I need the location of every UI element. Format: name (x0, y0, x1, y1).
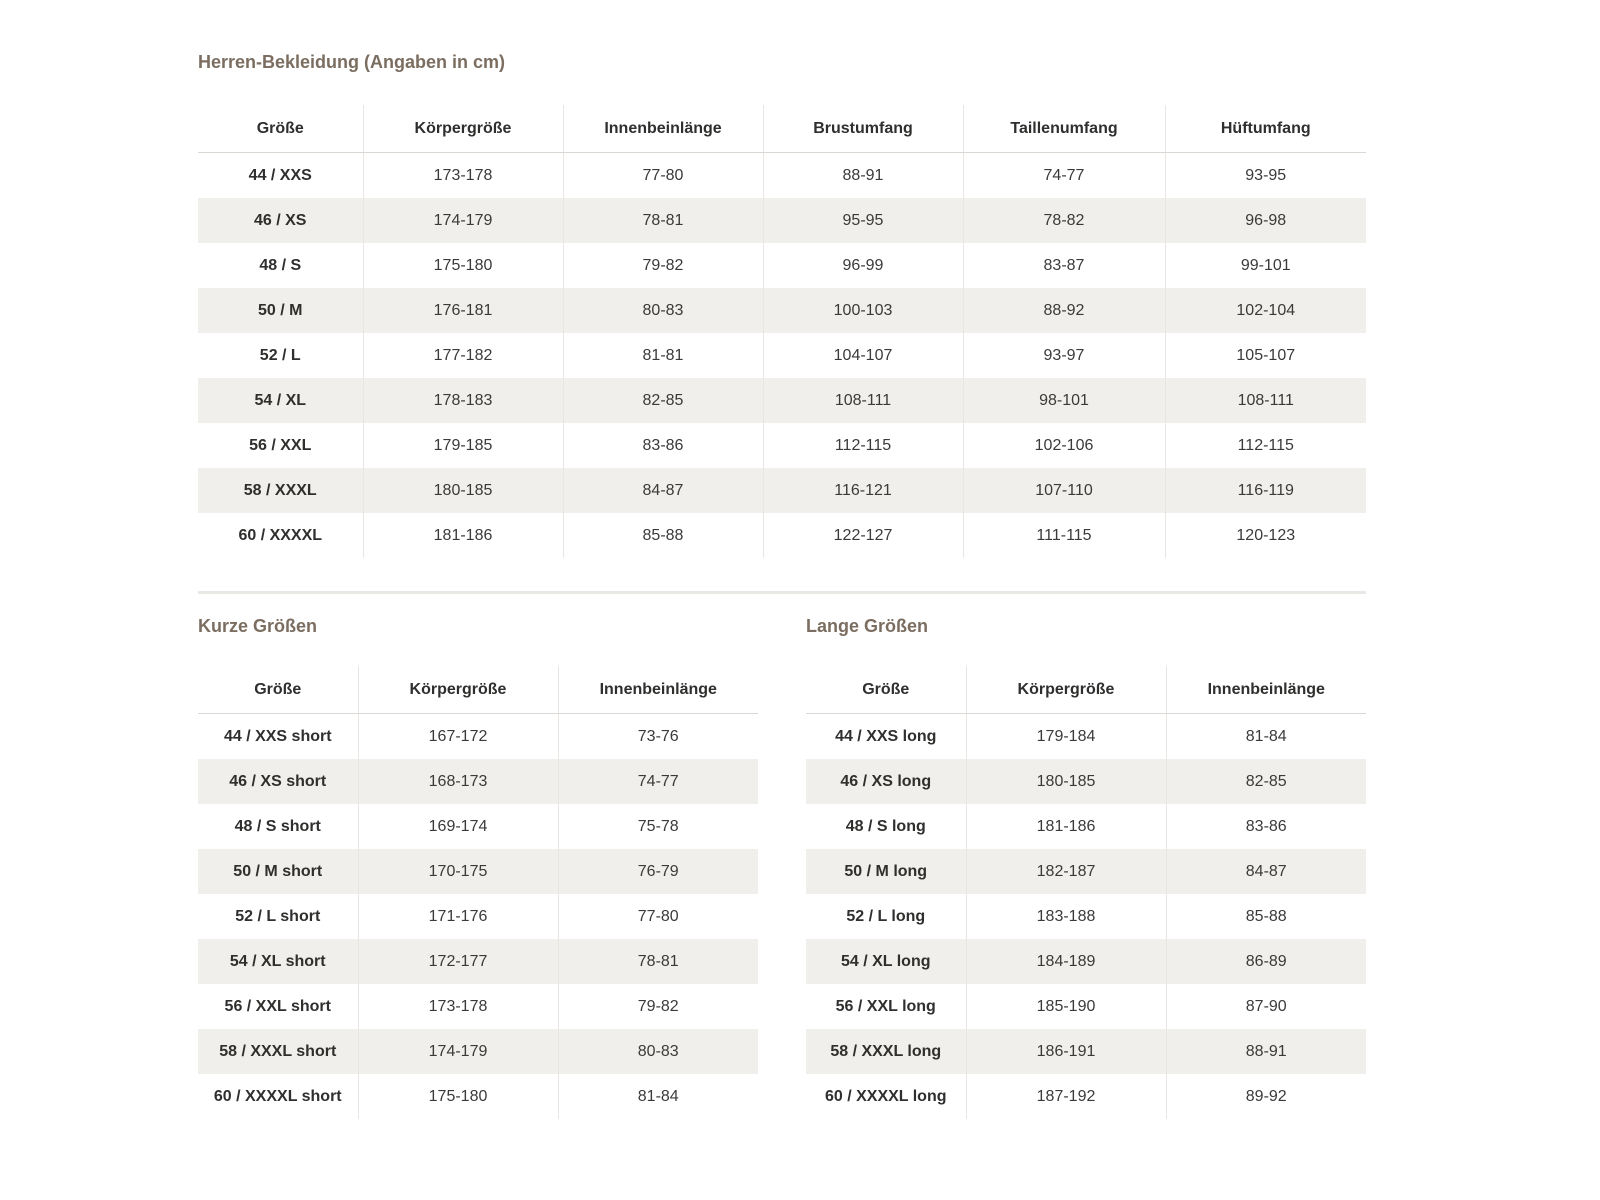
header-row (198, 105, 1366, 153)
size-cell: 60 / XXXXL short (198, 1074, 358, 1119)
size-cell: 48 / S long (806, 804, 966, 849)
value-cell: 171-176 (358, 894, 558, 939)
value-cell: 185-190 (966, 984, 1166, 1029)
size-cell: 46 / XS short (198, 759, 358, 804)
value-cell: 96-98 (1245, 211, 1287, 229)
size-cell: 60 / XXXXL long (806, 1074, 966, 1119)
value-cell: 88-91 (763, 153, 963, 199)
size-cell: 48 / S (198, 243, 363, 288)
table-row (198, 804, 758, 849)
value-cell: 104-107 (763, 333, 963, 378)
table-row (198, 894, 758, 939)
mens-clothing-size-table (198, 105, 1366, 558)
value-cell: 99-101 (1240, 256, 1291, 274)
size-cell: 54 / XL short (198, 939, 358, 984)
value-cell: 172-177 (358, 939, 558, 984)
column-header: Hüftumfang (1165, 105, 1366, 153)
long-sizes-title: Lange Größen (806, 616, 929, 636)
value-cell: 174-179 (358, 1029, 558, 1074)
value-cell: 182-187 (966, 849, 1166, 894)
bottom-sections (198, 616, 1368, 1119)
value-cell: 170-175 (358, 849, 558, 894)
value-cell: 80-83 (563, 288, 763, 333)
table-row (198, 333, 1366, 378)
column-header: Körpergröße (363, 105, 563, 153)
size-cell: 50 / M long (806, 849, 966, 894)
value-cell: 177-182 (363, 333, 563, 378)
value-cell: 82-85 (563, 378, 763, 423)
value-cell: 93-97 (963, 333, 1165, 378)
value-cell: 102-106 (963, 423, 1165, 468)
long-sizes-section (806, 616, 1366, 1119)
value-cell: 77-80 (563, 153, 763, 199)
value-cell: 85-88 (563, 513, 763, 558)
long-sizes-table (806, 666, 1366, 1119)
value-cell: 168-173 (358, 759, 558, 804)
value-cell: 86-89 (1245, 952, 1287, 970)
table-row (198, 423, 1366, 468)
table-row (806, 894, 1366, 939)
size-cell: 50 / M (198, 288, 363, 333)
table-row (198, 759, 758, 804)
value-cell: 78-82 (963, 198, 1165, 243)
column-header: Innenbeinlänge (563, 105, 763, 153)
size-cell: 52 / L short (198, 894, 358, 939)
column-header: Größe (806, 666, 966, 714)
size-cell: 46 / XS long (806, 759, 966, 804)
value-cell: 100-103 (763, 288, 963, 333)
size-cell: 56 / XXL long (806, 984, 966, 1029)
column-header: Größe (198, 666, 358, 714)
value-cell: 173-178 (363, 153, 563, 199)
table-row (806, 849, 1366, 894)
section-divider (198, 591, 1366, 594)
table-row (806, 939, 1366, 984)
value-cell: 102-104 (1236, 301, 1296, 319)
value-cell: 88-92 (963, 288, 1165, 333)
value-cell: 95-95 (763, 198, 963, 243)
value-cell: 81-84 (1245, 727, 1287, 745)
column-header: Größe (198, 105, 363, 153)
value-cell: 79-82 (563, 243, 763, 288)
column-header: Körpergröße (358, 666, 558, 714)
short-sizes-table (198, 666, 758, 1119)
value-cell: 167-172 (358, 714, 558, 760)
table-row (806, 759, 1366, 804)
table-row (198, 849, 758, 894)
table-row (806, 984, 1366, 1029)
table-row (806, 1074, 1366, 1119)
size-cell: 52 / L (198, 333, 363, 378)
value-cell: 88-91 (1245, 1042, 1287, 1060)
size-cell: 44 / XXS (198, 153, 363, 199)
size-cell: 58 / XXXL (198, 468, 363, 513)
value-cell: 108-111 (763, 378, 963, 423)
value-cell: 120-123 (1236, 526, 1296, 544)
value-cell: 180-185 (363, 468, 563, 513)
size-cell: 54 / XL long (806, 939, 966, 984)
value-cell: 84-87 (563, 468, 763, 513)
column-header: Körpergröße (966, 666, 1166, 714)
value-cell: 183-188 (966, 894, 1166, 939)
table-row (806, 804, 1366, 849)
size-cell: 58 / XXXL short (198, 1029, 358, 1074)
table-row (198, 984, 758, 1029)
size-cell: 56 / XXL (198, 423, 363, 468)
page-title: Herren-Bekleidung (Angaben in cm) (198, 52, 506, 72)
column-header: Taillenumfang (963, 105, 1165, 153)
value-cell: 116-121 (763, 468, 963, 513)
value-cell: 112-115 (1237, 436, 1294, 454)
table-row (198, 378, 1366, 423)
value-cell: 175-180 (363, 243, 563, 288)
table-row (198, 1074, 758, 1119)
column-header: Innenbeinlänge (1166, 666, 1366, 714)
table-row (198, 468, 1366, 513)
header-row (198, 666, 758, 714)
size-cell: 54 / XL (198, 378, 363, 423)
value-cell: 96-99 (763, 243, 963, 288)
size-cell: 44 / XXS short (198, 714, 358, 760)
value-cell: 74-77 (963, 153, 1165, 199)
table-row (198, 1029, 758, 1074)
value-cell: 180-185 (966, 759, 1166, 804)
value-cell: 73-76 (637, 727, 679, 745)
size-cell: 52 / L long (806, 894, 966, 939)
value-cell: 83-86 (1245, 817, 1287, 835)
value-cell: 107-110 (963, 468, 1165, 513)
table-row (198, 513, 1366, 558)
value-cell: 87-90 (1245, 997, 1287, 1015)
value-cell: 178-183 (363, 378, 563, 423)
value-cell: 93-95 (1245, 166, 1287, 184)
table-row (198, 714, 758, 760)
value-cell: 76-79 (637, 862, 679, 880)
value-cell: 122-127 (763, 513, 963, 558)
size-cell: 44 / XXS long (806, 714, 966, 760)
value-cell: 83-86 (563, 423, 763, 468)
value-cell: 181-186 (363, 513, 563, 558)
value-cell: 116-119 (1237, 481, 1294, 499)
value-cell: 98-101 (963, 378, 1165, 423)
value-cell: 105-107 (1236, 346, 1296, 364)
value-cell: 81-81 (563, 333, 763, 378)
table-row (198, 243, 1366, 288)
size-cell: 46 / XS (198, 198, 363, 243)
value-cell: 81-84 (637, 1087, 679, 1105)
short-sizes-title: Kurze Größen (198, 616, 318, 636)
value-cell: 82-85 (1245, 772, 1287, 790)
short-sizes-section (198, 616, 758, 1119)
table-row (806, 1029, 1366, 1074)
value-cell: 169-174 (358, 804, 558, 849)
value-cell: 184-189 (966, 939, 1166, 984)
value-cell: 179-185 (363, 423, 563, 468)
table-row (198, 288, 1366, 333)
value-cell: 75-78 (637, 817, 679, 835)
value-cell: 89-92 (1245, 1087, 1287, 1105)
value-cell: 83-87 (963, 243, 1165, 288)
value-cell: 174-179 (363, 198, 563, 243)
value-cell: 108-111 (1237, 391, 1294, 409)
value-cell: 187-192 (966, 1074, 1166, 1119)
table-row (198, 198, 1366, 243)
value-cell: 78-81 (563, 198, 763, 243)
value-cell: 77-80 (637, 907, 679, 925)
header-row (806, 666, 1366, 714)
size-cell: 50 / M short (198, 849, 358, 894)
size-cell: 48 / S short (198, 804, 358, 849)
value-cell: 176-181 (363, 288, 563, 333)
value-cell: 181-186 (966, 804, 1166, 849)
table-row (198, 153, 1366, 199)
value-cell: 175-180 (358, 1074, 558, 1119)
value-cell: 179-184 (966, 714, 1166, 760)
value-cell: 186-191 (966, 1029, 1166, 1074)
value-cell: 80-83 (637, 1042, 679, 1060)
size-cell: 58 / XXXL long (806, 1029, 966, 1074)
size-cell: 60 / XXXXL (198, 513, 363, 558)
value-cell: 111-115 (963, 513, 1165, 558)
table-row (806, 714, 1366, 760)
value-cell: 74-77 (637, 772, 679, 790)
value-cell: 173-178 (358, 984, 558, 1029)
value-cell: 84-87 (1245, 862, 1287, 880)
size-cell: 56 / XXL short (198, 984, 358, 1029)
value-cell: 78-81 (637, 952, 679, 970)
value-cell: 85-88 (1245, 907, 1287, 925)
column-header: Brustumfang (763, 105, 963, 153)
value-cell: 79-82 (637, 997, 679, 1015)
column-header: Innenbeinlänge (558, 666, 758, 714)
value-cell: 112-115 (763, 423, 963, 468)
table-row (198, 939, 758, 984)
